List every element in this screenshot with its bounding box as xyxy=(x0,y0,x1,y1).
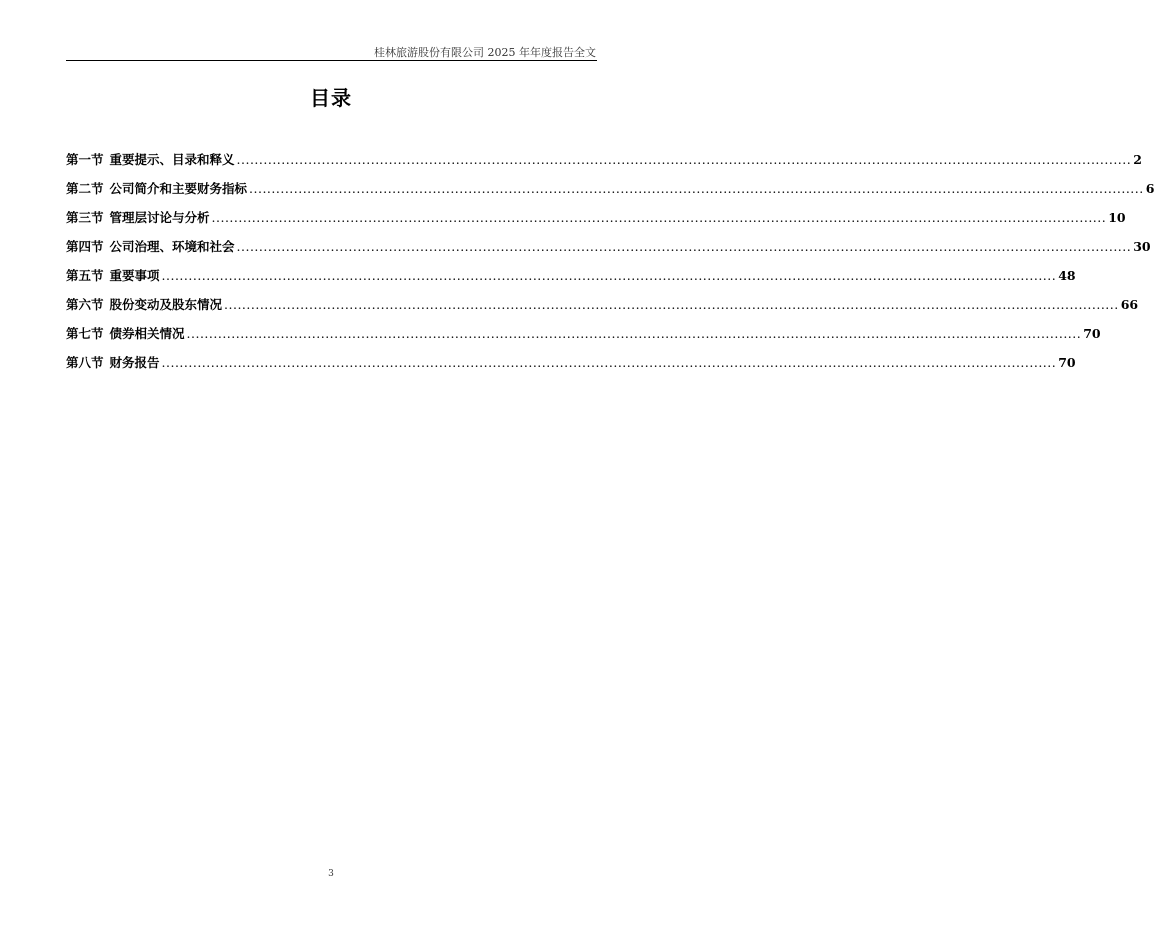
toc-title: 目录 xyxy=(310,86,352,110)
toc-page-number: 10 xyxy=(1108,210,1126,225)
toc-section-name: 股份变动及股东情况 xyxy=(109,297,223,312)
toc-section-number: 第三节 xyxy=(66,210,104,225)
toc-dot-leader: ........................................................................................................................................................................................................ xyxy=(211,210,1107,225)
toc-dot-leader: ........................................................................................................................................................................................................ xyxy=(161,355,1057,370)
toc-section-name: 公司治理、环境和社会 xyxy=(109,239,235,254)
toc-dot-leader: ........................................................................................................................................................................................................ xyxy=(186,326,1082,341)
toc-entry[interactable] xyxy=(66,266,1076,295)
toc-dot-leader: ........................................................................................................................................................................................................ xyxy=(224,297,1119,312)
toc-section-number: 第五节 xyxy=(66,268,104,283)
toc-entry[interactable] xyxy=(66,208,1126,237)
toc-section-name: 管理层讨论与分析 xyxy=(109,210,210,225)
toc-page-number: 6 xyxy=(1145,181,1154,196)
document-header: 桂林旅游股份有限公司 2025 年年度报告全文 xyxy=(374,46,596,59)
toc-dot-leader: ........................................................................................................................................................................................................ xyxy=(236,239,1132,254)
toc-section-name: 公司简介和主要财务指标 xyxy=(109,181,248,196)
toc-entry[interactable] xyxy=(66,353,1076,382)
toc-entry[interactable] xyxy=(66,295,1139,324)
toc-dot-leader: ........................................................................................................................................................................................................ xyxy=(236,152,1132,167)
toc-page-number: 70 xyxy=(1083,326,1101,341)
toc-section-number: 第一节 xyxy=(66,152,104,167)
toc-entry[interactable] xyxy=(66,324,1101,353)
toc-section-number: 第六节 xyxy=(66,297,104,312)
header-divider xyxy=(66,60,597,61)
toc-section-number: 第八节 xyxy=(66,355,104,370)
toc-page-number: 48 xyxy=(1058,268,1076,283)
toc-dot-leader: ........................................................................................................................................................................................................ xyxy=(161,268,1057,283)
toc-page-number: 70 xyxy=(1058,355,1076,370)
toc-section-number: 第二节 xyxy=(66,181,104,196)
page-number: 3 xyxy=(328,869,334,879)
toc-list xyxy=(66,150,1154,382)
toc-section-name: 债券相关情况 xyxy=(109,326,185,341)
toc-page-number: 30 xyxy=(1133,239,1151,254)
toc-entry[interactable] xyxy=(66,179,1154,208)
toc-page-number: 66 xyxy=(1120,297,1139,312)
toc-section-number: 第四节 xyxy=(66,239,104,254)
toc-page-number: 2 xyxy=(1133,152,1142,167)
toc-section-number: 第七节 xyxy=(66,326,104,341)
toc-entry[interactable] xyxy=(66,150,1142,179)
toc-section-name: 重要提示、目录和释义 xyxy=(109,152,235,167)
toc-dot-leader: ........................................................................................................................................................................................................ xyxy=(249,181,1144,196)
toc-entry[interactable] xyxy=(66,237,1151,266)
toc-section-name: 财务报告 xyxy=(109,355,160,370)
toc-section-name: 重要事项 xyxy=(109,268,160,283)
